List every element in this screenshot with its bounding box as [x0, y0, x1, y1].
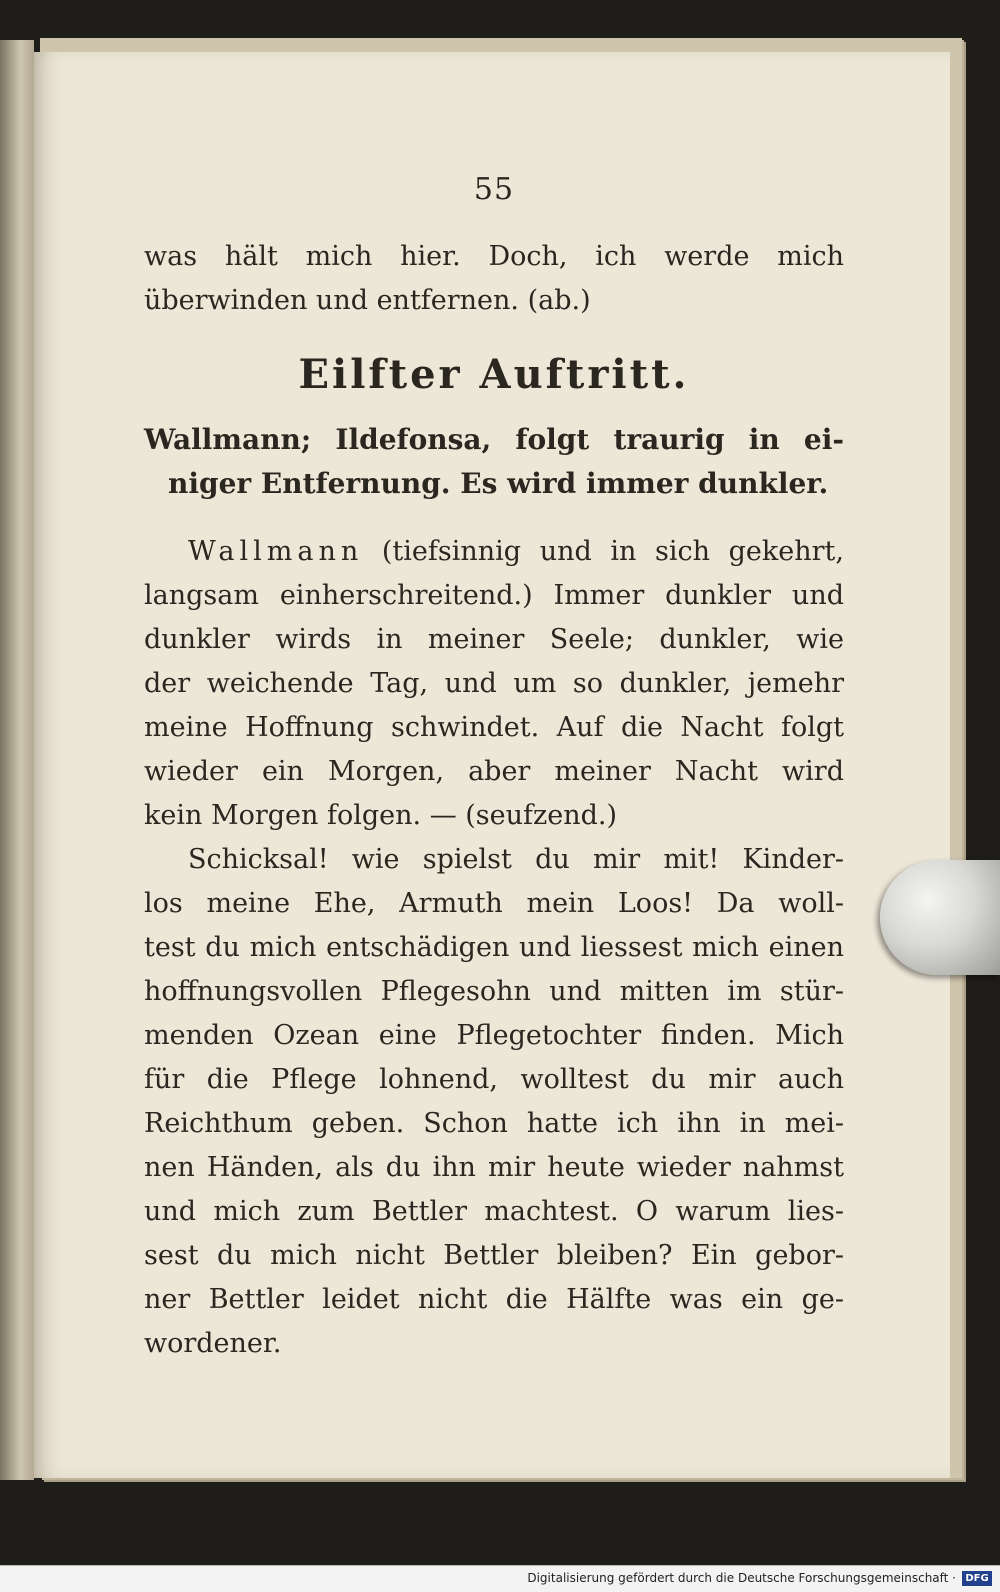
text-line: niger Entfernung. Es wird immer dunkler.	[168, 467, 829, 500]
text-line: wieder ein Morgen, aber meiner Nacht wird	[144, 756, 844, 787]
text-line: nen Händen, als du ihn mir heute wieder nahmst	[144, 1152, 844, 1183]
intro-paragraph	[144, 235, 844, 323]
text-line: kein Morgen folgen. — (seufzend.)	[144, 800, 618, 831]
text-line: Schicksal! wie spielst du mir mit! Kinder-	[188, 844, 844, 875]
text-line: was hält mich hier. Doch, ich werde mich	[144, 241, 844, 272]
stage-direction	[144, 418, 844, 506]
speaker-name: Wallmann	[188, 536, 364, 567]
book-page	[34, 52, 950, 1478]
text-line: für die Pflege lohnend, wolltest du mir auch	[144, 1064, 844, 1095]
speech-text: (tiefsinnig und in sich gekehrt,	[381, 536, 844, 567]
monologue-paragraph	[144, 838, 844, 1366]
text-line: hoffnungsvollen Pflegesohn und mitten im stür-	[144, 976, 844, 1007]
text-line: test du mich entschädigen und liessest mich einen	[144, 932, 844, 963]
text-line: der weichende Tag, und um so dunkler, jemehr	[144, 668, 844, 699]
text-line: überwinden und entfernen. (ab.)	[144, 285, 591, 316]
funding-notice: Digitalisierung gefördert durch die Deutsche Forschungsgemeinschaft ·	[527, 1571, 956, 1585]
scene-heading: Eilfter Auftritt.	[298, 351, 690, 398]
text-line: dunkler wirds in meiner Seele; dunkler, wie	[144, 624, 844, 655]
text-line: wordener.	[144, 1328, 282, 1359]
text-line: Reichthum geben. Schon hatte ich ihn in mei-	[144, 1108, 844, 1139]
left-page-edge	[0, 40, 34, 1480]
page-number: 55	[473, 172, 515, 207]
digitization-footer	[0, 1565, 1000, 1592]
text-line	[144, 530, 844, 574]
text-line: los meine Ehe, Armuth mein Loos! Da woll-	[144, 888, 844, 919]
page-text	[144, 172, 844, 1366]
text-line: sest du mich nicht Bettler bleiben? Ein gebor-	[144, 1240, 844, 1271]
dfg-logo-icon: DFG	[962, 1571, 992, 1586]
text-line: ner Bettler leidet nicht die Hälfte was ein ge-	[144, 1284, 844, 1315]
page-clip	[880, 860, 1000, 975]
speech-paragraph	[144, 530, 844, 838]
text-line: meine Hoffnung schwindet. Auf die Nacht folgt	[144, 712, 844, 743]
text-line: menden Ozean eine Pflegetochter finden. Mich	[144, 1020, 844, 1051]
text-line: Wallmann; Ildefonsa, folgt traurig in ei-	[144, 423, 844, 456]
text-line: langsam einherschreitend.) Immer dunkler und	[144, 580, 844, 611]
text-line: und mich zum Bettler machtest. O warum lies-	[144, 1196, 844, 1227]
